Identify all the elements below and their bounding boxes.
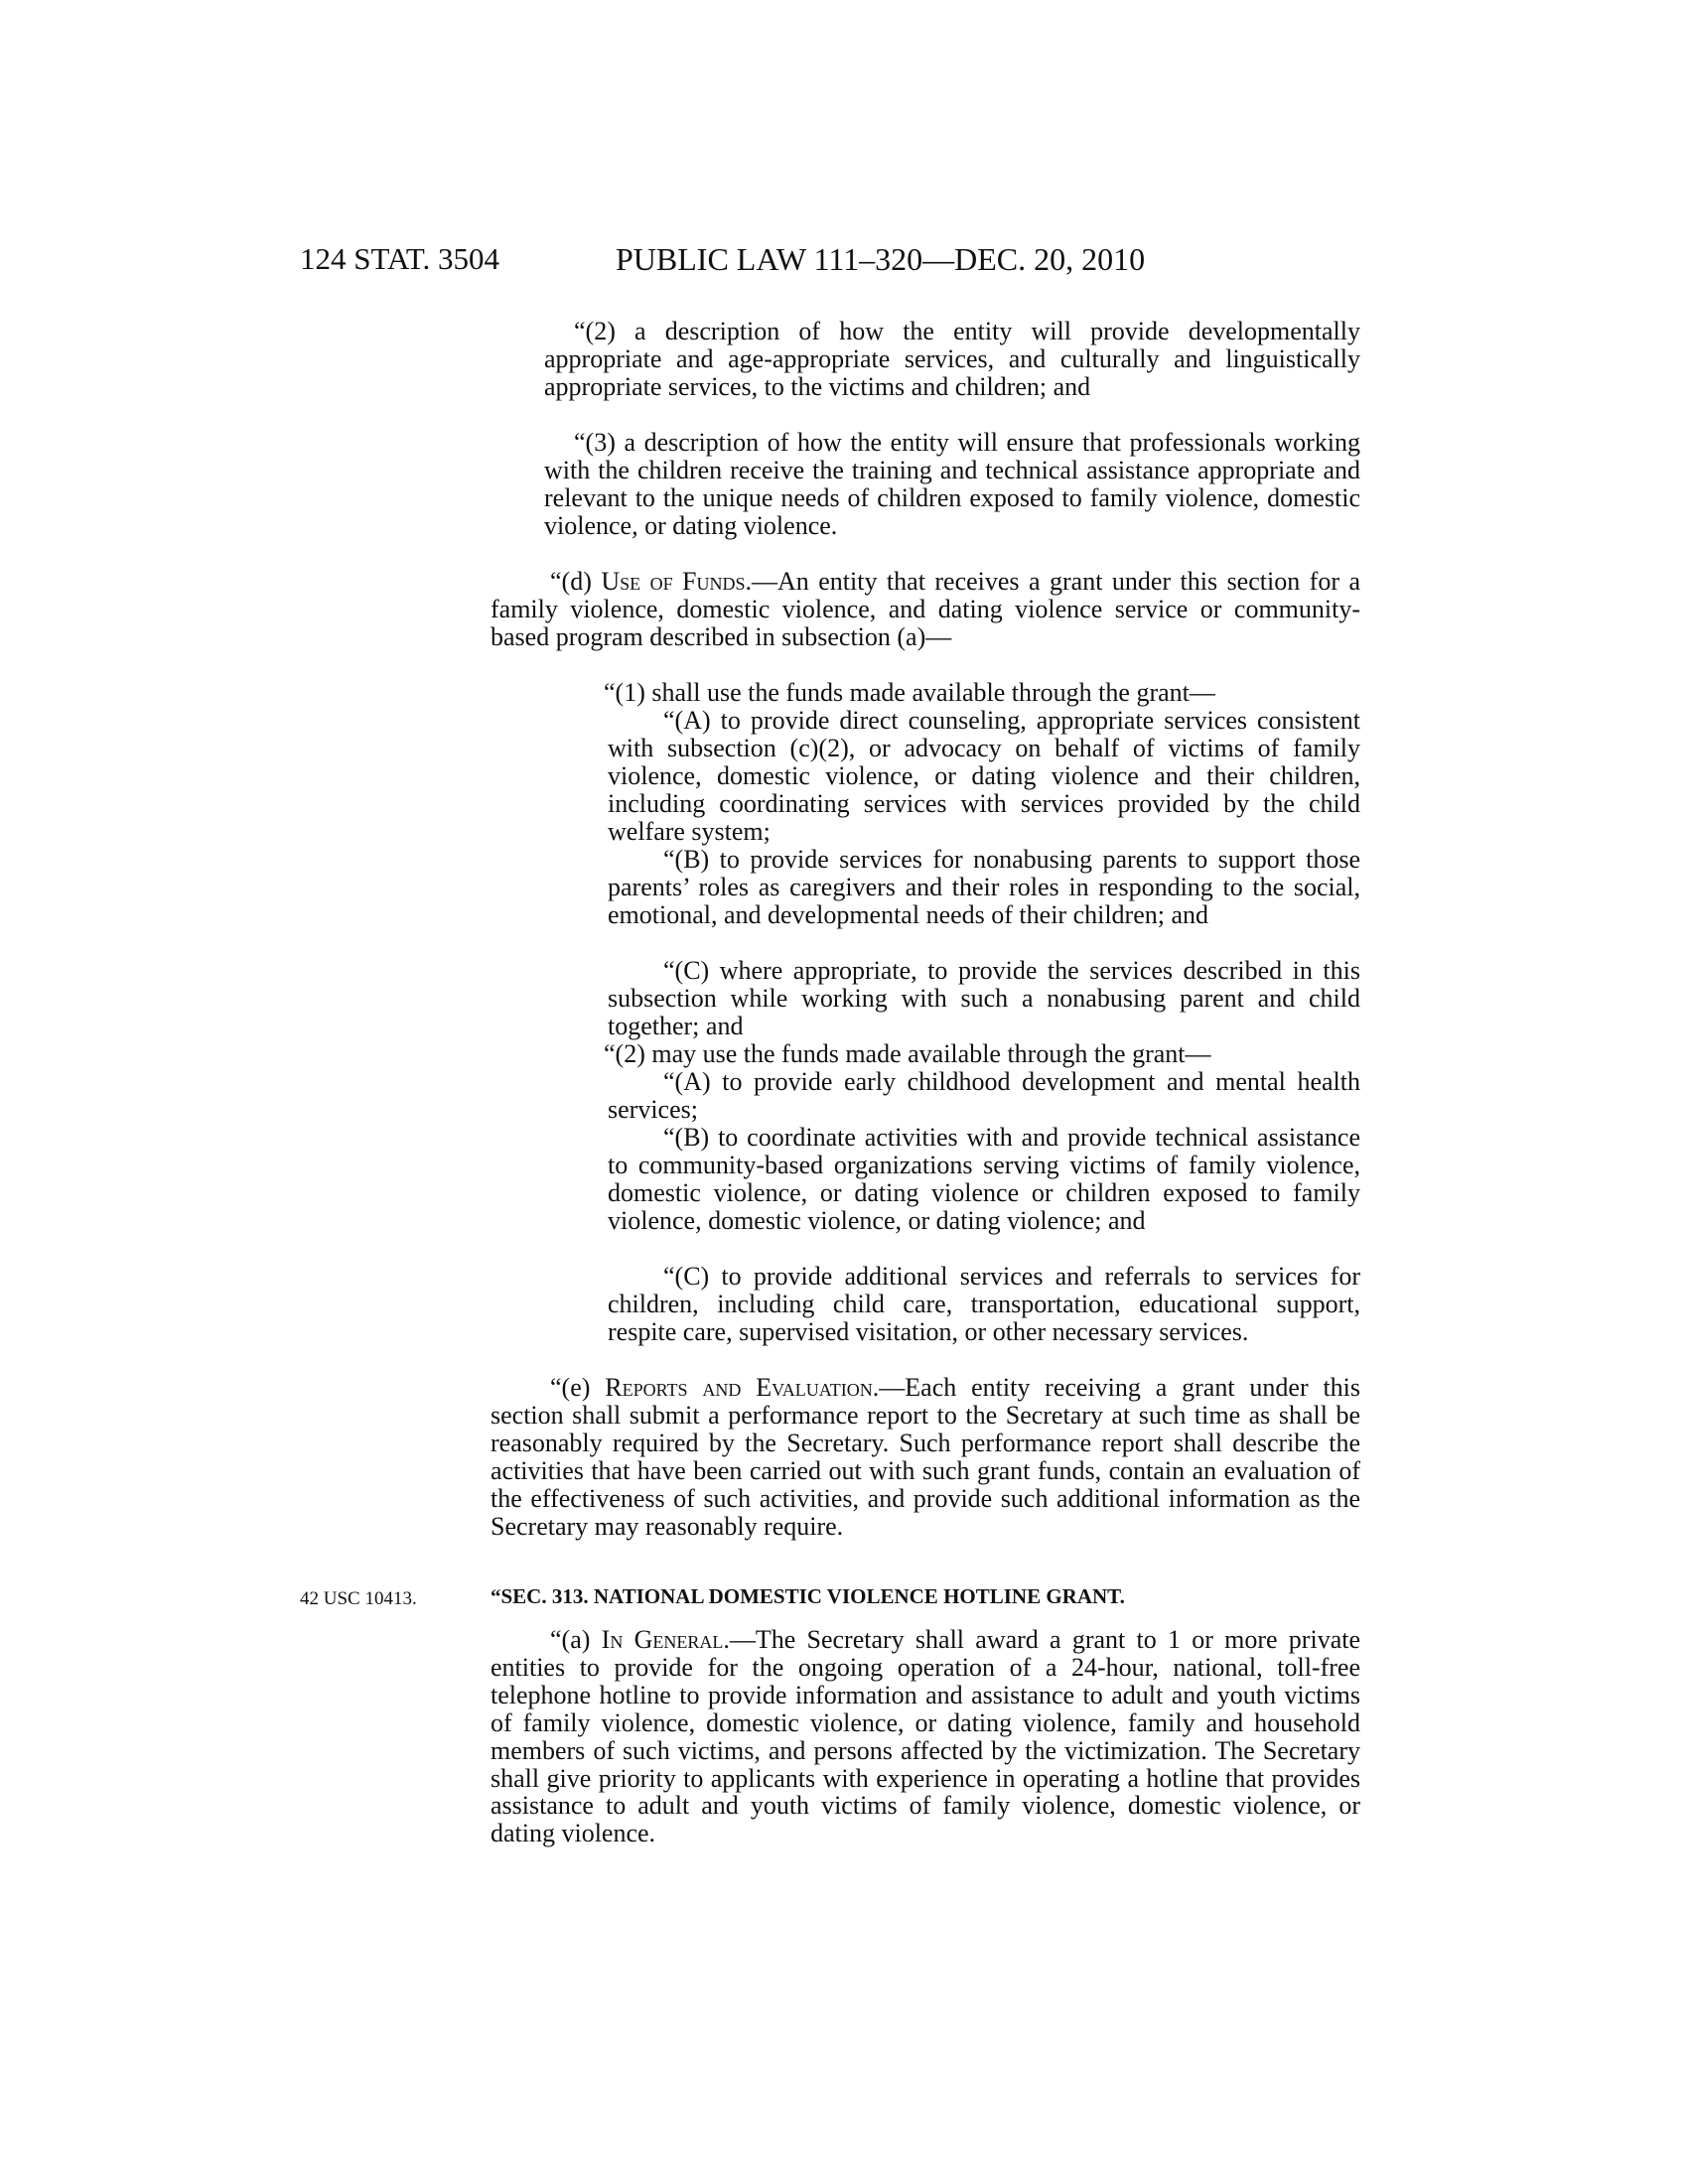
statute-page-number: 124 STAT. 3504 — [300, 241, 500, 276]
paragraph-d-use-of-funds — [491, 568, 1360, 651]
paragraph-heading: Use of Funds. — [601, 567, 753, 596]
paragraph-d1: “(1) shall use the funds made available through the grant— — [604, 678, 1215, 707]
paragraph-e-reports-and-evaluation — [491, 1374, 1360, 1540]
section-313-heading: “SEC. 313. NATIONAL DOMESTIC VIOLENCE HOTLINE GRANT. — [491, 1584, 1125, 1608]
paragraph-d2: “(2) may use the funds made available through the grant— — [604, 1039, 1211, 1068]
paragraph-d2-A: “(A) to provide early childhood development and mental health services; — [608, 1067, 1360, 1124]
paragraph-heading: Reports and Evaluation. — [605, 1373, 880, 1402]
paragraph-c3: “(3) a description of how the entity will ensure that professionals working with the children receive the training and technical assistance appropriate and relevant to the unique needs of children exposed to family violence, domestic violence, or dating violence. — [544, 428, 1360, 540]
paragraph-body: —Each entity receiving a grant under this section shall submit a performance report to the Secretary at such time as shall be reasonably required by the Secretary. Such performance report shall describe the activities that have been carried out with such grant funds, contain an evaluation of the effectiveness of such activities, and provide such additional information as the Secretary may reasonably require. — [491, 1373, 1361, 1541]
paragraph-heading: In General. — [601, 1625, 730, 1654]
paragraph-d1-B: “(B) to provide services for nonabusing parents to support those parents’ roles as caregivers and their roles in responding to the social, emotional, and developmental needs of their children; and — [608, 845, 1360, 929]
paragraph-d2-B: “(B) to coordinate activities with and provide technical assistance to community-based organizations serving victims of family violence, domestic violence, or dating violence or children exposed to family violence, domestic violence, or dating violence; and — [608, 1123, 1360, 1235]
usc-sidenote: 42 USC 10413. — [300, 1588, 417, 1609]
paragraph-prefix: “(a) — [550, 1625, 591, 1654]
paragraph-c2: “(2) a description of how the entity will provide developmentally appropriate and age-appropriate services, and culturally and linguistically appropriate services, to the victims and children; and — [544, 317, 1360, 401]
paragraph-313-a-in-general — [491, 1626, 1360, 1847]
running-head: PUBLIC LAW 111–320—DEC. 20, 2010 — [616, 241, 1146, 277]
paragraph-prefix: “(e) — [550, 1373, 591, 1402]
paragraph-d1-A: “(A) to provide direct counseling, appropriate services consistent with subsection (c)(2), or advocacy on behalf of victims of family violence, domestic violence, or dating violence and their children, including coordinating services with services provided by the child welfare system; — [608, 706, 1360, 846]
paragraph-body: —The Secretary shall award a grant to 1 or more private entities to provide for the ongoing operation of a 24-hour, national, toll-free telephone hotline to provide information and assistance to adult and youth victims of family violence, domestic violence, or dating violence, family and household members of such victims, and persons affected by the victimization. The Secretary shall give priority to applicants with experience in operating a hotline that provides assistance to adult and youth victims of family violence, domestic violence, or dating violence. — [491, 1625, 1360, 1848]
paragraph-d1-C: “(C) where appropriate, to provide the services described in this subsection while working with such a nonabusing parent and child together; and — [608, 956, 1360, 1040]
paragraph-d2-C: “(C) to provide additional services and referrals to services for children, including child care, transportation, educational support, respite care, supervised visitation, or other necessary services. — [608, 1262, 1360, 1346]
paragraph-body: —An entity that receives a grant under this section for a family violence, domestic violence, and dating violence service or community-based program described in subsection (a)— — [491, 567, 1360, 651]
paragraph-prefix: “(d) — [550, 567, 592, 596]
